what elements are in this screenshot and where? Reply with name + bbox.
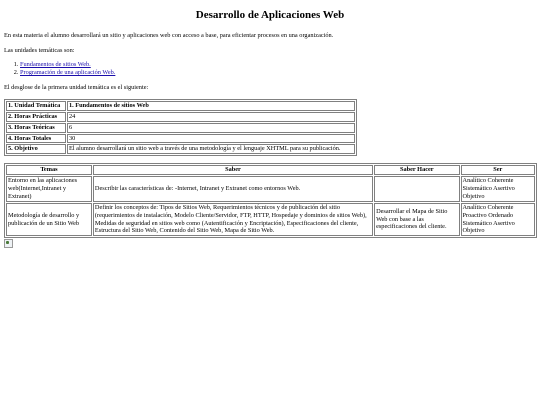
table-row [6,134,355,144]
cell-saber: Describir las características de: -Internet, Intranet y Extranet como entornos Web. [93,176,373,202]
unit-table-key: 4. Horas Totales [6,134,66,144]
page-title: Desarrollo de Aplicaciones Web [195,9,345,21]
unit-link-2[interactable]: Programación de una aplicación Web. [20,69,116,77]
unit-table-key: 5. Objetivo [6,144,66,154]
table-row [6,203,535,236]
list-item [20,61,536,69]
cell-ser: Analítico Coherente Sistemático Asertivo Objetivo [461,176,535,202]
unit-table-key: 3. Horas Teóricas [6,123,66,133]
topics-table [4,163,537,238]
unit-link-1[interactable]: Fundamentos de sitios Web. [20,61,91,69]
unit-table-value: 1. Fundamentos de sitios Web [67,101,355,111]
units-list [4,61,536,77]
unit-table-value: 24 [67,112,355,122]
list-item [20,69,536,77]
table-row [6,144,355,154]
unit-table-value: 30 [67,134,355,144]
units-intro: Las unidades temáticas son: [4,46,75,54]
header-saber-hacer: Saber Hacer [374,165,459,175]
cell-saber: Definir los conceptos de: Tipos de Sitios Web, Requerimientos técnicos y de publicación del sitio (requerimientos de instalación, Modelo Cliente/Servidor, FTP, HTTP, Hospedaje y dominios de sitios Web), Medidas de seguridad en sitios web como (Autentificación y Encriptación), Especificaciones del cliente, Estructura del Sitio Web, Contenido del Sitio Web, Mapa de Sitio Web. [93,203,373,236]
unit-table-key: 1. Unidad Temática [6,101,66,111]
cell-saber-hacer: Desarrollar el Mapa de Sitio Web con base a las especificaciones del cliente. [374,203,459,236]
cell-temas: Metodología de desarrollo y publicación de un Sitio Web [6,203,92,236]
breakdown-intro: El desglose de la primera unidad temática es el siguiente: [4,84,149,92]
cell-ser: Analítico Coherente Proactivo Ordenado Sistemático Asertivo Objetivo [461,203,535,236]
table-header-row [6,165,535,175]
cell-saber-hacer [374,176,459,202]
unit-table-value: 6 [67,123,355,133]
table-row [6,112,355,122]
unit-table [4,99,357,156]
header-ser: Ser [461,165,535,175]
intro-paragraph: En esta materia el alumno desarrollará un sitio y aplicaciones web con acceso a base, para eficientar procesos en una organización. [4,31,334,39]
unit-table-key: 2. Horas Prácticas [6,112,66,122]
cell-temas: Entorno en las aplicaciones web(Internet,Intranet y Extranet) [6,176,92,202]
table-row [6,101,355,111]
broken-image-icon [4,239,13,248]
header-temas: Temas [6,165,92,175]
header-saber: Saber [93,165,373,175]
table-row [6,123,355,133]
table-row [6,176,535,202]
unit-table-value: El alumno desarrollará un sitio web a través de una metodología y el lenguaje XHTML para su publicación. [67,144,355,154]
